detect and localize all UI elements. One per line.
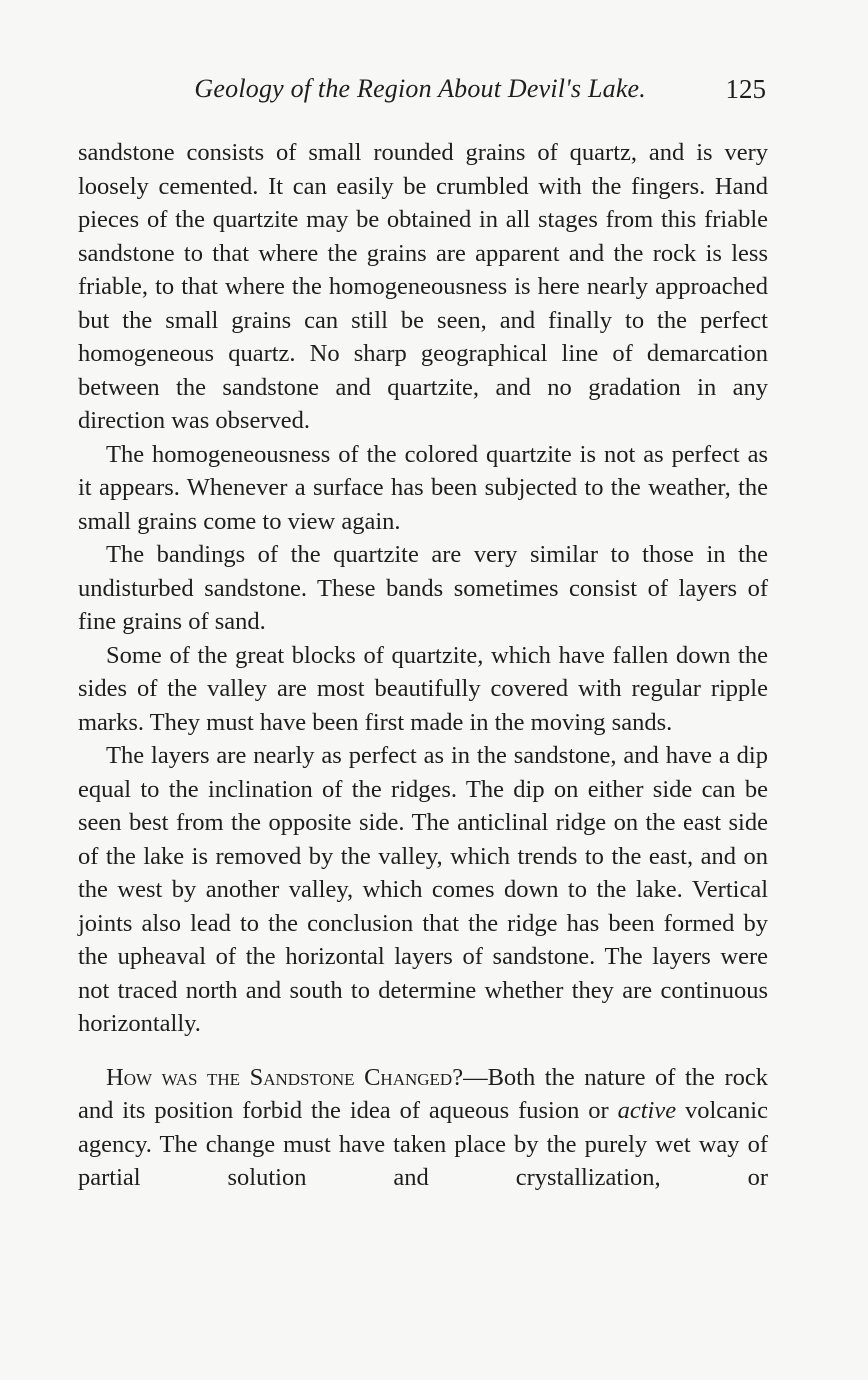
section-heading: How was the Sandstone Changed? [106, 1063, 464, 1091]
page-header [78, 74, 768, 114]
section-text-after: volcanic agency. The change must have taken place by the purely wet way of partial solution and crystallization, or [78, 1097, 768, 1191]
section-paragraph [78, 1061, 768, 1195]
page-number: 125 [725, 74, 766, 104]
paragraph-layers-dip: The layers are nearly as perfect as in the sandstone, and have a dip equal to the inclination of the ridges. The dip on either side can be seen best from the opposite side. The anticlinal ridge on the east side of the lake is removed by the valley, which trends to the east, and on the west by another valley, which comes down to the lake. Vertical joints also lead to the conclusion that the ridge has been formed by the upheaval of the horizontal layers of sandstone. The layers were not traced north and south to determine whether they are continuous horizontally. [78, 742, 768, 1037]
section-text-before: Both the nature of the rock and its position forbid the idea of aqueous fusion or [78, 1063, 768, 1124]
running-title: Geology of the Region About Devil's Lake. [194, 74, 646, 103]
paragraph-continued: sandstone consists of small rounded grains of quartz, and is very loosely cemented. It can easily be crumbled with the fingers. Hand pieces of the quartzite may be obtained in all stages from this friable sandstone to that where the grains are apparent and the rock is less friable, to that where the homogeneousness is here nearly approached but the small grains can still be seen, and finally to the perfect homogeneous quartz. No sharp geographical line of demarcation between the sandstone and quartzite, and no gradation in any direction was observed. [78, 139, 768, 434]
section-emphasis: active [617, 1097, 677, 1124]
paragraph-bandings: The bandings of the quartzite are very similar to those in the undisturbed sandstone. These bands sometimes consist of layers of fine grains of sand. [78, 541, 768, 635]
body-text [78, 136, 768, 1195]
paragraph-ripple-marks: Some of the great blocks of quartzite, which have fallen down the sides of the valley are most beautifully covered with regular ripple marks. They must have been first made in the moving sands. [78, 641, 768, 736]
paragraph-homogeneousness: The homogeneousness of the colored quartzite is not as perfect as it appears. Whenever a surface has been subjected to the weather, the small grains come to view again. [78, 440, 768, 535]
section-dash: — [463, 1063, 488, 1091]
